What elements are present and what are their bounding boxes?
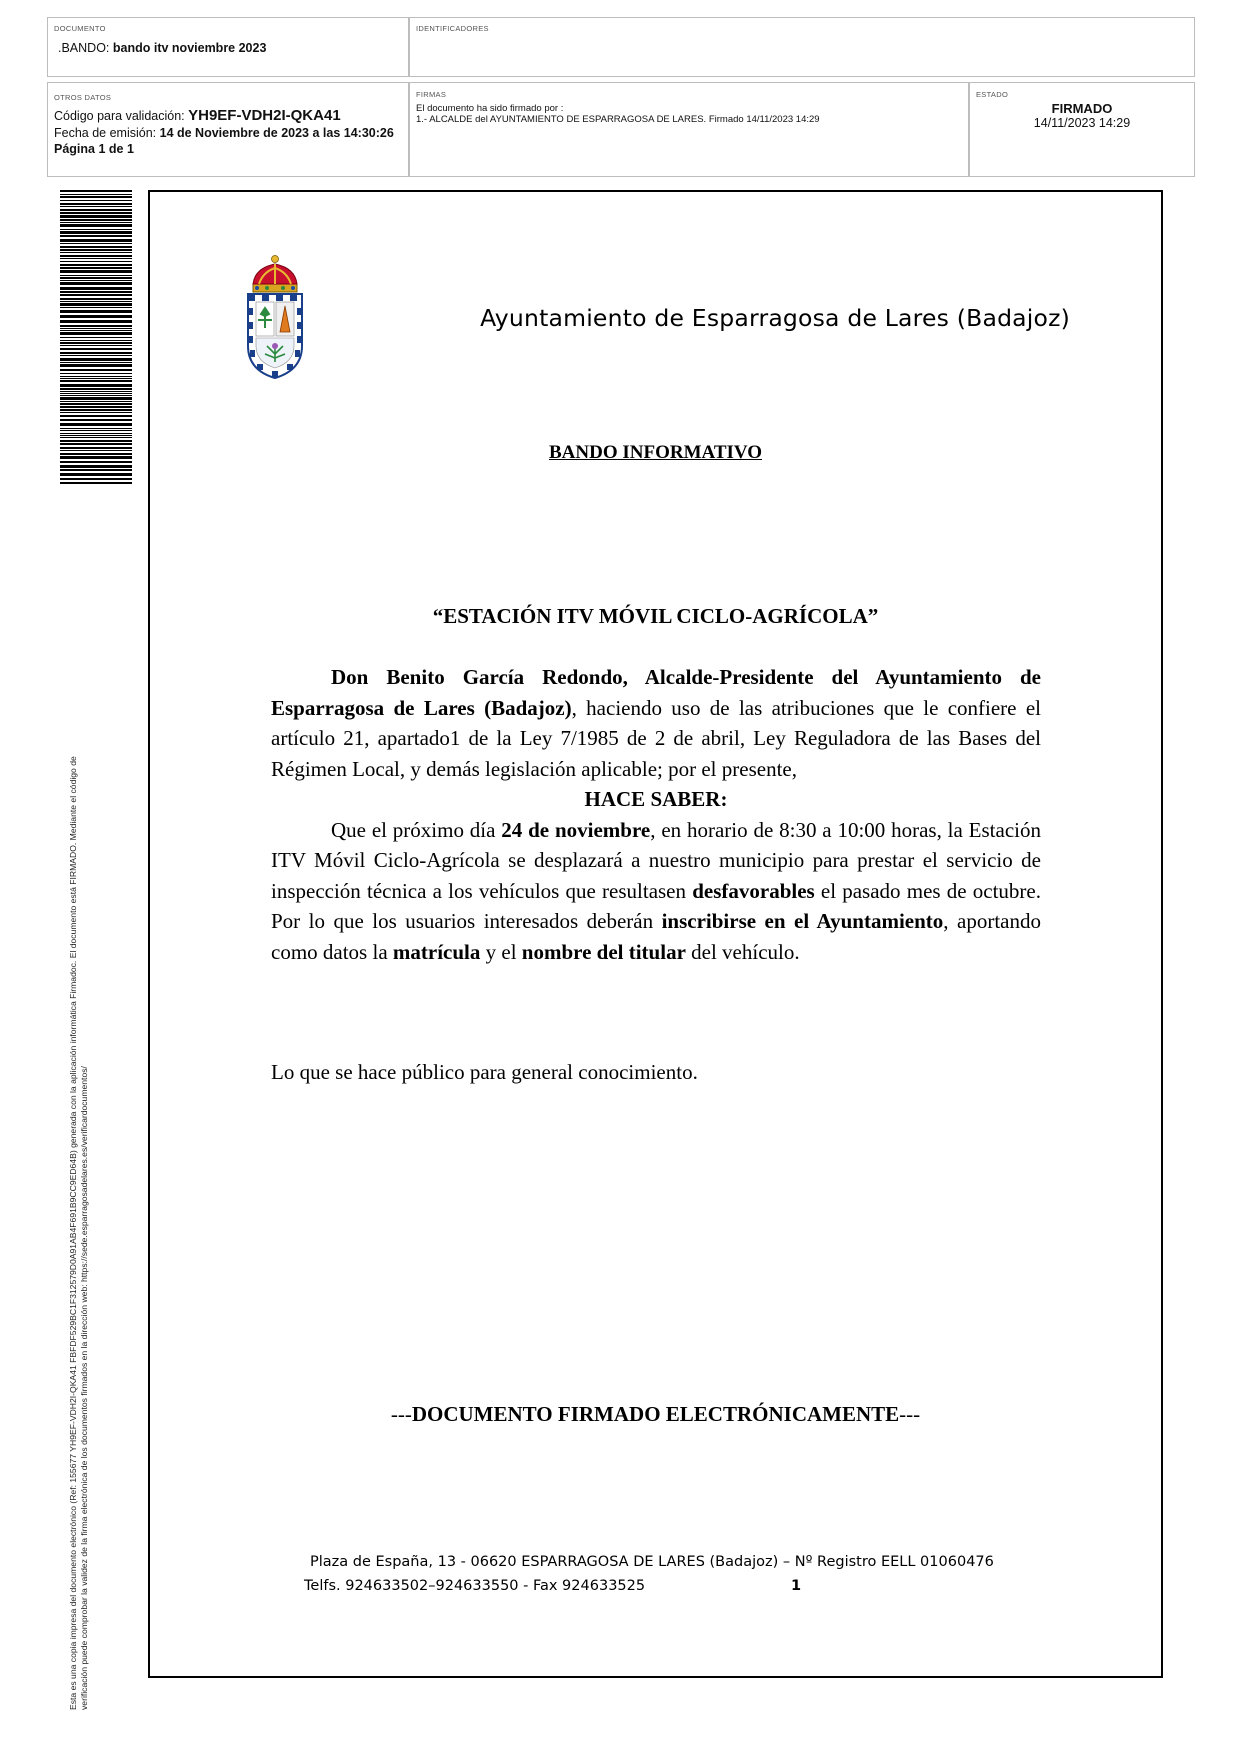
estado-cell: [969, 82, 1195, 177]
barcode-bar: [60, 203, 132, 205]
barcode-bar: [60, 231, 132, 234]
barcode-bar: [60, 277, 132, 279]
barcode-bar: [60, 194, 132, 195]
barcode-bar: [60, 303, 132, 306]
barcode-bar: [60, 235, 132, 237]
barcode-bar: [60, 261, 132, 262]
barcode-bar: [60, 362, 132, 363]
barcode-bar: [60, 328, 132, 329]
barcode-bar: [60, 320, 132, 323]
barcode-bar: [60, 325, 132, 327]
barcode-bar: [60, 310, 132, 313]
barcode-bar: [60, 243, 132, 244]
barcode-bar: [60, 391, 132, 392]
barcode-bar: [60, 229, 132, 230]
barcode-bar: [60, 482, 132, 484]
barcode-bar: [60, 380, 132, 382]
identificadores-label: IDENTIFICADORES: [416, 24, 489, 33]
document-subject: “ESTACIÓN ITV MÓVIL CICLO-AGRÍCOLA”: [432, 604, 879, 628]
identificadores-cell: [409, 17, 1195, 77]
firmas-line-2: 1.- ALCALDE del AYUNTAMIENTO DE ESPARRAGOSA DE LARES. Firmado 14/11/2023 14:29: [416, 114, 820, 125]
barcode-bar: [60, 478, 132, 480]
barcode-bar: [60, 282, 132, 285]
barcode-bar: [60, 401, 132, 402]
barcode-bar: [60, 369, 132, 371]
hace-saber: HACE SABER:: [584, 787, 728, 811]
barcode-bar: [60, 428, 132, 429]
barcode-bar: [60, 433, 132, 434]
barcode-bar: [60, 453, 132, 455]
estado-date: 14/11/2023 14:29: [1033, 116, 1131, 130]
closing-sentence: Lo que se hace público para general conocimiento.: [271, 1060, 698, 1084]
barcode-bar: [60, 473, 132, 476]
barcode-bar: [60, 298, 132, 300]
barcode-bar: [60, 465, 132, 468]
barcode-bar: [60, 315, 132, 318]
barcode-bar: [60, 397, 132, 400]
footer-phones: Telfs. 924633502–924633550 - Fax 924633525: [304, 1578, 646, 1594]
barcode-bar: [60, 355, 132, 356]
barcode-bar: [60, 340, 132, 341]
barcode-bar: [60, 419, 132, 421]
barcode-bar: [60, 430, 132, 431]
barcode-bar: [60, 215, 132, 218]
barcode-bar: [60, 443, 132, 445]
barcode-bar: [60, 415, 132, 417]
firmas-label: FIRMAS: [416, 90, 447, 99]
barcode-bar: [60, 294, 132, 296]
codigo-validacion: Código para validación: YH9EF-VDH2I-QKA41: [54, 107, 341, 124]
barcode-bar: [60, 200, 132, 201]
barcode-bar: [60, 440, 132, 442]
barcode-bar: [60, 222, 132, 223]
documento-label: DOCUMENTO: [54, 24, 106, 33]
coat-of-arms-logo: [245, 254, 305, 380]
barcode-bar: [60, 301, 132, 302]
barcode-bar: [60, 409, 132, 411]
barcode-bar: [60, 384, 132, 387]
otros-datos-cell: [47, 82, 409, 177]
barcode-bar: [60, 258, 132, 259]
institution-name: Ayuntamiento de Esparragosa de Lares (Badajoz): [480, 304, 1070, 332]
otros-datos-label: OTROS DATOS: [54, 93, 112, 102]
barcode-bar: [60, 206, 132, 207]
barcode-bar: [60, 287, 132, 290]
barcode-bar: [60, 219, 132, 221]
barcode-bar: [60, 450, 132, 451]
barcode-bar: [60, 255, 132, 257]
documento-value: .BANDO: bando itv noviembre 2023: [58, 41, 267, 55]
barcode-bar: [60, 212, 132, 214]
barcode-bar: [60, 358, 132, 361]
barcode-bar: [60, 275, 132, 276]
document-body: [271, 662, 1041, 967]
firmas-cell: [409, 82, 969, 177]
documento-cell: [47, 17, 409, 77]
barcode-bar: [60, 280, 132, 281]
document-heading: BANDO INFORMATIVO: [548, 442, 763, 463]
validation-note-line-1: Esta es una copia impresa del documento electrónico (Ref: 155677 YH9EF-VDH2I-QKA41 FBFDF529BC1F312579D0A91AB4F691B9CC9ED64B) generada con la aplicación informática Firmadoc. El documento está FIRMADO. Mediante el código de: [68, 756, 78, 1710]
barcode-bar: [60, 376, 132, 377]
page-number: 1: [791, 1578, 802, 1594]
barcode-bar: [60, 447, 132, 449]
signed-electronically: ---DOCUMENTO FIRMADO ELECTRÓNICAMENTE---: [390, 1402, 921, 1426]
barcode-bar: [60, 264, 132, 266]
barcode-bar: [60, 435, 132, 436]
barcode-bar: [60, 352, 132, 354]
barcode-bar: [60, 342, 132, 344]
validation-note-line-2: verificación puede comprobar la validez de la firma electrónica de los documentos firmados en la dirección web: https://sede.esparragosadelares.es/verificardocumentos/: [79, 1066, 89, 1710]
barcode-bar: [60, 246, 132, 248]
barcode-bar: [60, 252, 132, 253]
barcode: [60, 190, 132, 486]
barcode-bar: [60, 437, 132, 438]
paragraph-intro: Don Benito García Redondo, Alcalde-Presidente del Ayuntamiento de Esparragosa de Lares (Badajoz), haciendo uso de las atribuciones que le confiere el artículo 21, apartado1 de la Ley 7/1985 de 2 de abril, Ley Reguladora de las Bases del Régimen Local, y demás legislación aplicable; por el presente,: [271, 665, 1041, 781]
barcode-bar: [60, 395, 132, 396]
barcode-bar: [60, 388, 132, 390]
estado-value: FIRMADO: [1051, 101, 1113, 116]
barcode-bar: [60, 196, 132, 198]
barcode-bar: [60, 307, 132, 308]
paragraph-notice: Que el próximo día 24 de noviembre, en horario de 8:30 a 10:00 horas, la Estación ITV Móvil Ciclo-Agrícola se desplazará a nuestro municipio para prestar el servicio de inspección técnica a los vehículos que resultasen desfavorables el pasado mes de octubre. Por lo que los usuarios interesados deberán inscribirse en el Ayuntamiento, aportando como datos la matrícula y el nombre del titular del vehículo.: [271, 817, 1041, 964]
barcode-bar: [60, 209, 132, 211]
barcode-bar: [60, 330, 132, 331]
barcode-bar: [60, 332, 132, 335]
barcode-bar: [60, 348, 132, 350]
barcode-bar: [60, 249, 132, 251]
barcode-bar: [60, 393, 132, 394]
barcode-bar: [60, 267, 132, 269]
barcode-bar: [60, 456, 132, 459]
barcode-bar: [60, 337, 132, 338]
estado-label: ESTADO: [976, 90, 1009, 99]
barcode-bar: [60, 378, 132, 379]
document-frame: [148, 190, 1163, 1678]
barcode-bar: [60, 403, 132, 405]
footer-address: Plaza de España, 13 - 06620 ESPARRAGOSA DE LARES (Badajoz) – Nº Registro EELL 01060476: [310, 1554, 994, 1570]
validation-note: [68, 540, 88, 1710]
barcode-bar: [60, 190, 132, 192]
barcode-bar: [60, 270, 132, 273]
barcode-bar: [60, 461, 132, 463]
barcode-bar: [60, 224, 132, 227]
barcode-bar: [60, 373, 132, 374]
pagina-info: Página 1 de 1: [54, 142, 134, 156]
barcode-bar: [60, 239, 132, 242]
barcode-bar: [60, 345, 132, 346]
fecha-emision: Fecha de emisión: 14 de Noviembre de 2023 a las 14:30:26: [54, 126, 394, 140]
barcode-bar: [60, 469, 132, 471]
barcode-bar: [60, 364, 132, 367]
barcode-bar: [60, 291, 132, 293]
barcode-bar: [60, 406, 132, 408]
barcode-bar: [60, 412, 132, 413]
firmas-line-1: El documento ha sido firmado por :: [416, 103, 564, 114]
barcode-bar: [60, 423, 132, 426]
